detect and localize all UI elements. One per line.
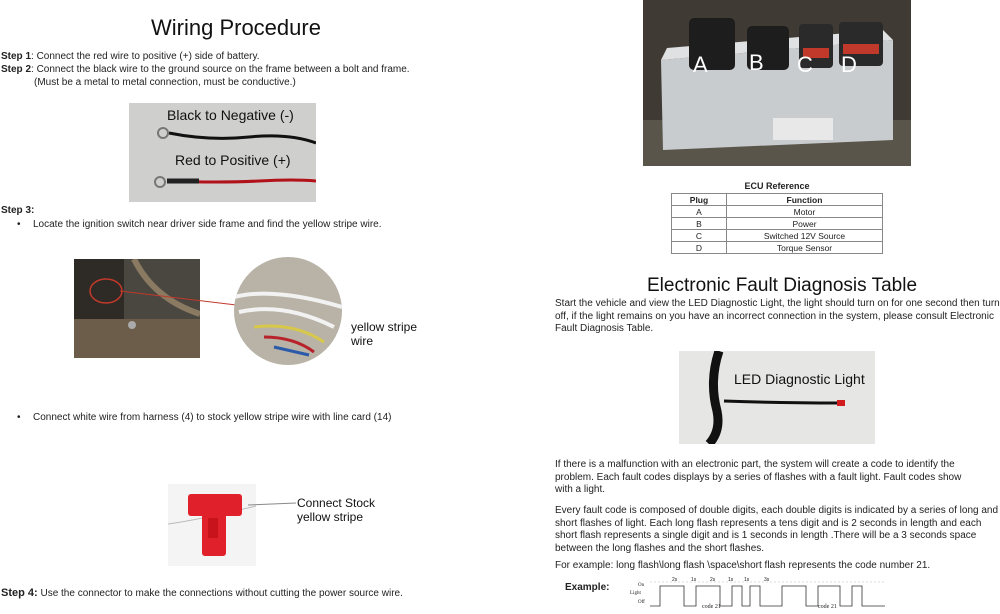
code-label: code 21 — [818, 604, 837, 610]
ecu-cell-plug: C — [672, 230, 727, 242]
fault-para1-line2: problem. Each fault codes displays by a series of flashes with a fault light. Fault codes show — [555, 471, 962, 483]
dur-label: 2s — [672, 577, 678, 583]
led-label: LED Diagnostic Light — [734, 371, 865, 387]
fault-intro — [555, 298, 1000, 336]
dur-label: 1s — [691, 577, 697, 583]
fault-para2-line1: Every fault code is composed of double digits, each double digits is indicated by a series of long and — [555, 505, 999, 516]
ecu-drawing — [643, 0, 911, 166]
table-row — [672, 230, 883, 242]
dur-label: 2s — [710, 577, 716, 583]
ecu-photo — [643, 0, 911, 166]
step2-text: : Connect the black wire to the ground source on the frame between a bolt and frame. — [31, 64, 410, 75]
wire-closeup-photo — [234, 257, 342, 365]
led-drawing — [679, 351, 875, 444]
ecu-cell-plug: D — [672, 242, 727, 254]
black-wire-label: Black to Negative (-) — [167, 107, 294, 123]
dur-label: 1s — [744, 577, 750, 583]
connector-drawing — [168, 484, 256, 566]
connect-stock-line2: yellow stripe — [297, 510, 364, 524]
waveform-light-label: Light — [630, 591, 641, 596]
step2-note: (Must be a metal to metal connection, must be conductive.) — [34, 77, 296, 88]
battery-wires-photo — [129, 103, 316, 202]
connect-stock-line1: Connect Stock — [297, 496, 376, 510]
plug-label-b: B — [749, 50, 764, 75]
step3-label: Step 3: — [1, 205, 35, 216]
plug-label-a: A — [693, 52, 708, 77]
fault-para1-line3: with a light. — [555, 484, 606, 495]
fault-intro-line1: Start the vehicle and view the LED Diagnostic Light, the light should turn on for one second then turn — [555, 298, 1000, 309]
ecu-table — [671, 193, 883, 254]
connector-photo — [168, 484, 256, 566]
step4-label: Step 4: — [1, 587, 38, 599]
waveform-on-label: On — [638, 583, 645, 588]
ecu-cell-plug: A — [672, 206, 727, 218]
step3-bullet-2: • Connect white wire from harness (4) to stock yellow stripe wire with line card (14) — [33, 412, 391, 423]
fault-title: Electronic Fault Diagnosis Table — [647, 275, 918, 296]
table-row — [672, 242, 883, 254]
led-photo — [679, 351, 875, 444]
connector-callout-line — [248, 500, 298, 510]
ecu-caption: ECU Reference — [744, 181, 810, 191]
plug-label-d: D — [841, 52, 857, 77]
ecu-cell-function: Torque Sensor — [727, 242, 883, 254]
plug-label-c: C — [797, 52, 813, 77]
dur-label: 3s — [764, 577, 770, 583]
step4 — [1, 587, 403, 601]
step1-label: Step 1 — [1, 51, 32, 62]
code-label: code 21 — [702, 604, 721, 610]
ecu-cell-function: Power — [727, 218, 883, 230]
fault-para2-line4: between the long flashes and the short flashes. — [555, 542, 765, 554]
ecu-table-header — [672, 194, 883, 206]
table-row — [672, 218, 883, 230]
step2-label: Step 2 — [1, 64, 32, 75]
step4-text: Use the connector to make the connections without cutting the power source wire. — [37, 588, 403, 599]
example-label: Example: — [565, 582, 610, 593]
dur-label: 1s — [728, 577, 734, 583]
fault-para2 — [555, 505, 998, 555]
wiring-title: Wiring Procedure — [151, 15, 321, 40]
connect-stock-label — [297, 496, 375, 524]
fault-para1-line1: If there is a malfunction with an electronic part, the system will create a code to identify the — [555, 459, 955, 470]
ecu-header-function: Function — [727, 194, 883, 206]
yellow-stripe-label-line1: yellow stripe — [351, 320, 418, 334]
step2 — [1, 64, 410, 77]
fault-para1 — [555, 459, 961, 497]
yellow-stripe-label-line2: wire — [351, 334, 374, 348]
fault-para2-line2: short flashes of light. Each long flash represents a tens digit and is 2 seconds in length and each — [555, 517, 982, 529]
example-text: For example: long flash\long flash \space\short flash represents the code number 21. — [555, 560, 931, 571]
step1-text: : Connect the red wire to positive (+) side of battery. — [31, 51, 260, 62]
yellow-stripe-label — [351, 320, 417, 348]
fault-intro-line2: off, if the light remains on you have an incorrect connection in the system, please consult Electronic — [555, 310, 994, 322]
waveform-signal — [650, 576, 908, 612]
flash-waveform — [628, 576, 908, 612]
step1 — [1, 51, 260, 64]
ecu-cell-plug: B — [672, 218, 727, 230]
wire-closeup-drawing — [234, 257, 342, 365]
red-wire-label: Red to Positive (+) — [175, 152, 291, 168]
waveform-off-label: Off — [638, 600, 645, 605]
ecu-cell-function: Switched 12V Source — [727, 230, 883, 242]
ecu-header-plug: Plug — [672, 194, 727, 206]
ecu-cell-function: Motor — [727, 206, 883, 218]
fault-intro-line3: Fault Diagnosis Table. — [555, 323, 654, 334]
step3-bullet-1: • Locate the ignition switch near driver side frame and find the yellow stripe wire. — [33, 219, 382, 230]
table-row — [672, 206, 883, 218]
fault-para2-line3: short flash represents a single digit and is 1 seconds in length .There will be a 3 seconds space — [555, 530, 977, 541]
